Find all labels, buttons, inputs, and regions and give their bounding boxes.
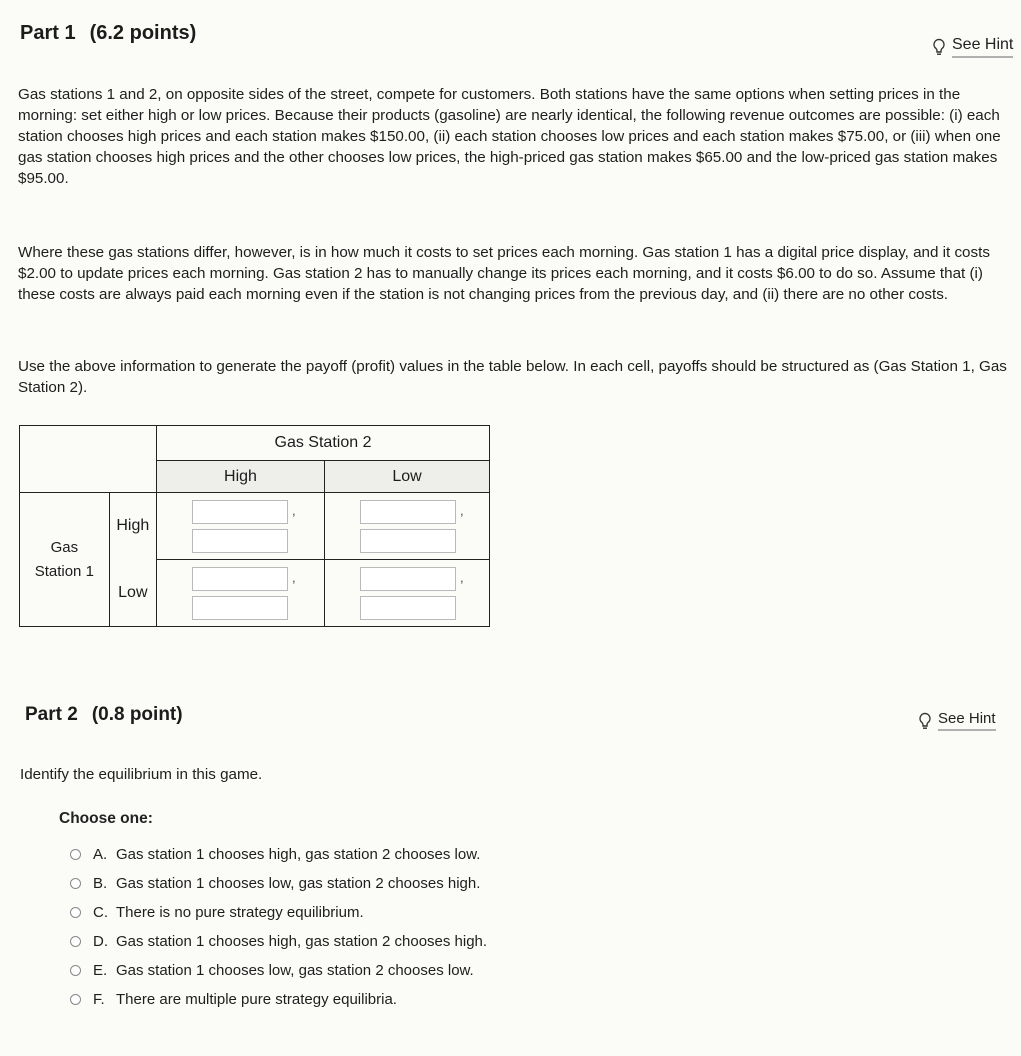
cell-high-low <box>325 493 490 560</box>
comma-separator: , <box>292 570 296 585</box>
payoff-input-hl-station2[interactable] <box>360 529 456 553</box>
part1-points: (6.2 points) <box>89 22 197 44</box>
option-letter: F. <box>93 991 105 1008</box>
radio-button[interactable] <box>70 965 81 976</box>
radio-button[interactable] <box>70 849 81 860</box>
option-d[interactable] <box>70 927 487 956</box>
cell-high-high <box>157 493 325 560</box>
payoff-input-hh-station2[interactable] <box>192 529 288 553</box>
payoff-input-hl-station1[interactable] <box>360 500 456 524</box>
cell-low-low <box>325 560 490 627</box>
part2-header <box>25 704 1021 726</box>
part1-see-hint[interactable] <box>932 36 1013 58</box>
option-f[interactable] <box>70 985 487 1014</box>
radio-button[interactable] <box>70 994 81 1005</box>
option-text: Gas station 1 chooses low, gas station 2 chooses low. <box>116 962 474 979</box>
radio-button[interactable] <box>70 936 81 947</box>
col-header-low: Low <box>325 461 490 493</box>
option-text: Gas station 1 chooses high, gas station 2 chooses high. <box>116 933 488 950</box>
gas-station-2-header: Gas Station 2 <box>157 426 490 461</box>
answer-options <box>70 840 487 1014</box>
payoff-input-ll-station1[interactable] <box>360 567 456 591</box>
part2-points: (0.8 point) <box>91 704 183 725</box>
costs-paragraph: Where these gas stations differ, however, is in how much it costs to set prices each morning. Gas station 1 has a digital price display, and it costs $2.00 to update prices each morning. Gas station 2 has to manually change its prices each morning, and it costs $6.00 to do so. Assume that (i) these costs are always paid each morning even if the station is not changing prices from the previous day, and (ii) there are no other costs. <box>18 244 990 303</box>
option-a[interactable] <box>70 840 487 869</box>
option-letter: A. <box>93 846 108 863</box>
payoff-input-ll-station2[interactable] <box>360 596 456 620</box>
lightbulb-icon <box>918 712 932 730</box>
part2-question: Identify the equilibrium in this game. <box>20 766 263 783</box>
col-header-high: High <box>157 461 325 493</box>
comma-separator: , <box>460 570 464 585</box>
intro-paragraph: Gas stations 1 and 2, on opposite sides of the street, compete for customers. Both stations have the same options when setting prices in the morning: set either high or low prices. Because their products (gasoline) are nearly identical, the following revenue outcomes are possible: (i) each station chooses high prices and each station makes $150.00, (ii) each station chooses low prices and each station makes $75.00, or (iii) when one gas station chooses high prices and the other chooses low prices, the high-priced gas station makes $65.00 and the low-priced gas station makes $95.00. <box>18 86 1001 187</box>
payoff-input-lh-station2[interactable] <box>192 596 288 620</box>
part2-hint-label: See Hint <box>938 710 996 731</box>
radio-button[interactable] <box>70 907 81 918</box>
lightbulb-icon <box>932 38 946 56</box>
row-header-low: Low <box>109 560 156 627</box>
option-letter: C. <box>93 904 108 921</box>
option-letter: E. <box>93 962 108 979</box>
gas-station-1-header <box>20 493 110 627</box>
part1-header <box>20 22 1021 45</box>
payoff-table <box>19 425 490 627</box>
part2-see-hint[interactable] <box>918 710 996 731</box>
cell-low-high <box>157 560 325 627</box>
comma-separator: , <box>292 503 296 518</box>
payoff-input-hh-station1[interactable] <box>192 500 288 524</box>
part2-title: Part 2 <box>25 704 78 725</box>
table-corner <box>20 426 157 493</box>
option-text: There are multiple pure strategy equilibria. <box>116 991 397 1008</box>
option-text: Gas station 1 chooses low, gas station 2 chooses high. <box>116 875 481 892</box>
option-text: Gas station 1 chooses high, gas station 2 chooses low. <box>116 846 481 863</box>
instructions-paragraph: Use the above information to generate the payoff (profit) values in the table below. In each cell, payoffs should be structured as (Gas Station 1, Gas Station 2). <box>18 358 1007 396</box>
option-b[interactable] <box>70 869 487 898</box>
option-c[interactable] <box>70 898 487 927</box>
part1-title: Part 1 <box>20 22 76 44</box>
row-header-high: High <box>109 493 156 560</box>
choose-one-label: Choose one: <box>59 810 153 827</box>
option-text: There is no pure strategy equilibrium. <box>116 904 364 921</box>
comma-separator: , <box>460 503 464 518</box>
option-letter: D. <box>93 933 108 950</box>
option-e[interactable] <box>70 956 487 985</box>
option-letter: B. <box>93 875 108 892</box>
part1-hint-label: See Hint <box>952 36 1013 58</box>
gas-station-1-line2: Station 1 <box>34 562 94 580</box>
payoff-input-lh-station1[interactable] <box>192 567 288 591</box>
radio-button[interactable] <box>70 878 81 889</box>
gas-station-1-line1: Gas <box>50 538 79 556</box>
